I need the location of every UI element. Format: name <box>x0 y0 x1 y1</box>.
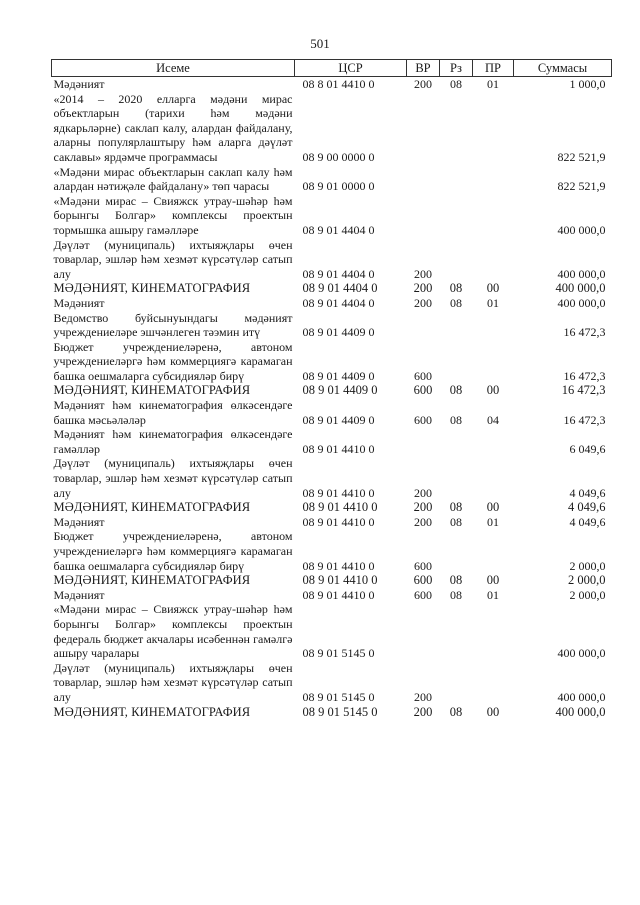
row-vr <box>407 427 440 456</box>
row-vr: 200 <box>413 281 433 296</box>
table-row <box>52 515 612 530</box>
header-pr: ПР <box>473 60 514 77</box>
row-name: Ведомство буйсынуындагы мәдәният учреждениеләре эшчәнлеген тәэмин итү <box>53 310 293 340</box>
row-pr <box>473 311 514 340</box>
row-sum: 400 000,0 <box>557 266 606 281</box>
row-name: «2014 – 2020 елларга мәдәни мирас объектларын (тарихи һәм мәдәни ядкарьләрне) саклап калу, алардан файдалану, аларны популярлаштыру һәм аларга дәүләт саклавы» ярдәмче программасы <box>53 91 293 164</box>
row-name: Бюджет учреждениеләренә, автоном учреждениеләргә һәм коммерциягә карамаган башка оешмаларга субсидияләр бирү <box>53 339 293 383</box>
row-pr <box>473 456 514 500</box>
row-rz: 08 <box>450 77 462 91</box>
row-csr: 08 9 01 4404 0 <box>302 281 378 296</box>
row-vr <box>407 311 440 340</box>
row-pr: 00 <box>486 383 500 398</box>
row-rz <box>440 529 473 573</box>
row-rz <box>440 340 473 384</box>
row-csr: 08 9 01 4410 0 <box>302 485 375 500</box>
row-rz: 08 <box>450 295 462 310</box>
row-name: МӘДӘНИЯТ, КИНЕМАТОГРАФИЯ <box>53 573 251 588</box>
row-sum: 822 521,9 <box>557 149 606 164</box>
row-sum: 2 000,0 <box>569 587 606 602</box>
row-name: Мәдәният һәм кинематография өлкәсендәге башка мәсьәләләр <box>53 398 293 427</box>
table-row <box>52 398 612 427</box>
table-row-section <box>52 705 612 720</box>
row-csr: 08 9 01 5145 0 <box>302 704 378 719</box>
table-body <box>52 77 612 720</box>
row-vr: 200 <box>413 704 433 719</box>
row-csr: 08 9 01 4410 0 <box>302 587 375 602</box>
row-rz: 08 <box>449 573 463 588</box>
row-csr: 08 9 01 4409 0 <box>302 368 375 383</box>
table-row <box>52 588 612 603</box>
row-rz: 08 <box>449 704 463 719</box>
row-rz <box>440 427 473 456</box>
row-name: МӘДӘНИЯТ, КИНЕМАТОГРАФИЯ <box>53 500 251 515</box>
row-sum: 4 049,6 <box>569 485 606 500</box>
table-row-section <box>52 383 612 398</box>
row-csr: 08 9 01 4409 0 <box>302 383 378 398</box>
row-name: МӘДӘНИЯТ, КИНЕМАТОГРАФИЯ <box>53 704 251 719</box>
row-name: Мәдәният <box>53 514 105 529</box>
row-rz <box>440 194 473 238</box>
row-rz: 08 <box>450 587 462 602</box>
row-name: Дәүләт (муниципаль) ихтыяҗлары өчен товарлар, эшләр һәм хезмәт күрсәтүләр сатып алу <box>53 660 293 704</box>
row-csr: 08 9 01 4404 0 <box>302 222 375 237</box>
row-pr <box>473 427 514 456</box>
row-csr: 08 9 01 4410 0 <box>302 500 378 515</box>
row-sum: 16 472,3 <box>563 412 606 427</box>
row-name: Бюджет учреждениеләренә, автоном учреждениеләргә һәм коммерциягә карамаган башка оешмаларга субсидияләр бирү <box>53 529 293 573</box>
row-pr: 01 <box>487 514 499 529</box>
row-vr: 200 <box>414 689 432 704</box>
row-vr: 200 <box>414 514 432 529</box>
header-csr: ЦСР <box>295 60 407 77</box>
row-name: Мәдәният <box>53 587 105 602</box>
table-row <box>52 165 612 194</box>
row-name: Дәүләт (муниципаль) ихтыяҗлары өчен товарлар, эшләр һәм хезмәт күрсәтүләр сатып алу <box>53 456 293 500</box>
table-header <box>52 60 612 77</box>
table-row <box>52 238 612 282</box>
table-row <box>52 427 612 456</box>
row-pr <box>473 165 514 194</box>
table-row <box>52 340 612 384</box>
table-row <box>52 529 612 573</box>
row-pr <box>473 529 514 573</box>
row-vr: 600 <box>414 368 432 383</box>
row-csr: 08 9 01 4404 0 <box>302 295 375 310</box>
row-pr: 01 <box>487 587 499 602</box>
row-pr <box>473 92 514 165</box>
row-csr: 08 8 01 4410 0 <box>302 77 375 91</box>
row-sum: 2 000,0 <box>568 573 606 588</box>
row-sum: 400 000,0 <box>557 689 606 704</box>
row-csr: 08 9 01 4409 0 <box>302 325 375 340</box>
row-csr: 08 9 01 4410 0 <box>302 514 375 529</box>
row-vr: 200 <box>414 77 432 91</box>
table-row <box>52 456 612 500</box>
row-name: Мәдәният <box>53 77 105 91</box>
row-csr: 08 9 01 4410 0 <box>302 441 375 456</box>
row-vr <box>407 602 440 660</box>
row-sum: 2 000,0 <box>569 558 606 573</box>
header-vr: ВР <box>407 60 440 77</box>
row-vr: 600 <box>414 587 432 602</box>
header-sum: Суммасы <box>514 60 612 77</box>
row-rz <box>440 238 473 282</box>
table-row <box>52 602 612 660</box>
row-rz: 08 <box>449 281 463 296</box>
row-sum: 4 049,6 <box>568 500 606 515</box>
header-name: Исеме <box>52 60 295 77</box>
row-pr: 00 <box>486 704 500 719</box>
row-pr <box>473 661 514 705</box>
row-pr: 00 <box>486 500 500 515</box>
row-name: «Мәдәни мирас объектларын саклап калу һәм алардан нәтиҗәле файдалану» төп чарасы <box>53 164 293 194</box>
budget-table <box>51 59 612 719</box>
row-name: Мәдәният <box>53 295 105 310</box>
row-name: Дәүләт (муниципаль) ихтыяҗлары өчен товарлар, эшләр һәм хезмәт күрсәтүләр сатып алу <box>53 237 293 281</box>
row-rz <box>440 92 473 165</box>
row-pr: 01 <box>487 295 499 310</box>
row-vr: 600 <box>414 412 432 427</box>
row-csr: 08 9 01 5145 0 <box>302 646 375 661</box>
row-sum: 400 000,0 <box>557 222 606 237</box>
row-sum: 4 049,6 <box>569 514 606 529</box>
row-sum: 400 000,0 <box>557 295 606 310</box>
table-row <box>52 92 612 165</box>
table-row <box>52 77 612 92</box>
row-rz: 08 <box>450 514 462 529</box>
row-csr: 08 9 01 5145 0 <box>302 689 375 704</box>
row-pr: 04 <box>487 412 499 427</box>
row-sum: 16 472,3 <box>561 383 606 398</box>
row-csr: 08 9 01 4410 0 <box>302 558 375 573</box>
row-vr: 600 <box>413 383 433 398</box>
row-sum: 16 472,3 <box>563 368 606 383</box>
row-name: «Мәдәни мирас – Свияжск утрау-шәһәр һәм борынгы Болгар» комплексы проектын федераль бюджет акчалары исәбеннән гамәлгә ашыру чаралары <box>53 602 293 661</box>
row-sum: 16 472,3 <box>563 325 606 340</box>
table-row <box>52 661 612 705</box>
row-vr: 200 <box>414 266 432 281</box>
row-rz <box>440 165 473 194</box>
row-rz: 08 <box>450 412 462 427</box>
table-row <box>52 296 612 311</box>
row-rz: 08 <box>449 383 463 398</box>
row-pr <box>473 194 514 238</box>
row-vr: 200 <box>414 485 432 500</box>
row-rz <box>440 311 473 340</box>
row-name: МӘДӘНИЯТ, КИНЕМАТОГРАФИЯ <box>53 281 251 296</box>
row-pr: 01 <box>487 77 499 91</box>
row-vr: 200 <box>413 500 433 515</box>
row-vr <box>407 165 440 194</box>
row-csr: 08 9 01 0000 0 <box>302 179 375 194</box>
header-rz: Рз <box>440 60 473 77</box>
row-rz <box>440 661 473 705</box>
row-pr: 00 <box>486 281 500 296</box>
row-sum: 400 000,0 <box>555 281 606 296</box>
row-sum: 6 049,6 <box>569 441 606 456</box>
page-number: 501 <box>310 36 330 51</box>
row-name: Мәдәният һәм кинематография өлкәсендәге гамәлләр <box>53 427 293 456</box>
row-pr: 00 <box>486 573 500 588</box>
row-pr <box>473 602 514 660</box>
row-name: «Мәдәни мирас – Свияжск утрау-шәһәр һәм борынгы Болгар» комплексы проектын тормышка ашыру гамәлләре <box>53 193 293 237</box>
row-csr: 08 9 00 0000 0 <box>302 149 375 164</box>
table-row-section <box>52 500 612 515</box>
row-name: МӘДӘНИЯТ, КИНЕМАТОГРАФИЯ <box>53 383 251 398</box>
row-vr: 200 <box>414 295 432 310</box>
table-row <box>52 311 612 340</box>
row-pr <box>473 238 514 282</box>
table-row-section <box>52 281 612 296</box>
table-row-section <box>52 573 612 588</box>
row-vr <box>407 92 440 165</box>
table-row <box>52 194 612 238</box>
row-rz <box>440 456 473 500</box>
row-vr <box>407 194 440 238</box>
row-vr: 600 <box>414 558 432 573</box>
row-vr: 600 <box>413 573 433 588</box>
row-csr: 08 9 01 4409 0 <box>302 412 375 427</box>
row-rz <box>440 602 473 660</box>
row-sum: 822 521,9 <box>557 179 606 194</box>
row-sum: 400 000,0 <box>557 646 606 661</box>
row-sum: 1 000,0 <box>569 77 606 91</box>
row-csr: 08 9 01 4404 0 <box>302 266 375 281</box>
row-pr <box>473 340 514 384</box>
row-rz: 08 <box>449 500 463 515</box>
row-csr: 08 9 01 4410 0 <box>302 573 378 588</box>
row-sum: 400 000,0 <box>555 704 606 719</box>
